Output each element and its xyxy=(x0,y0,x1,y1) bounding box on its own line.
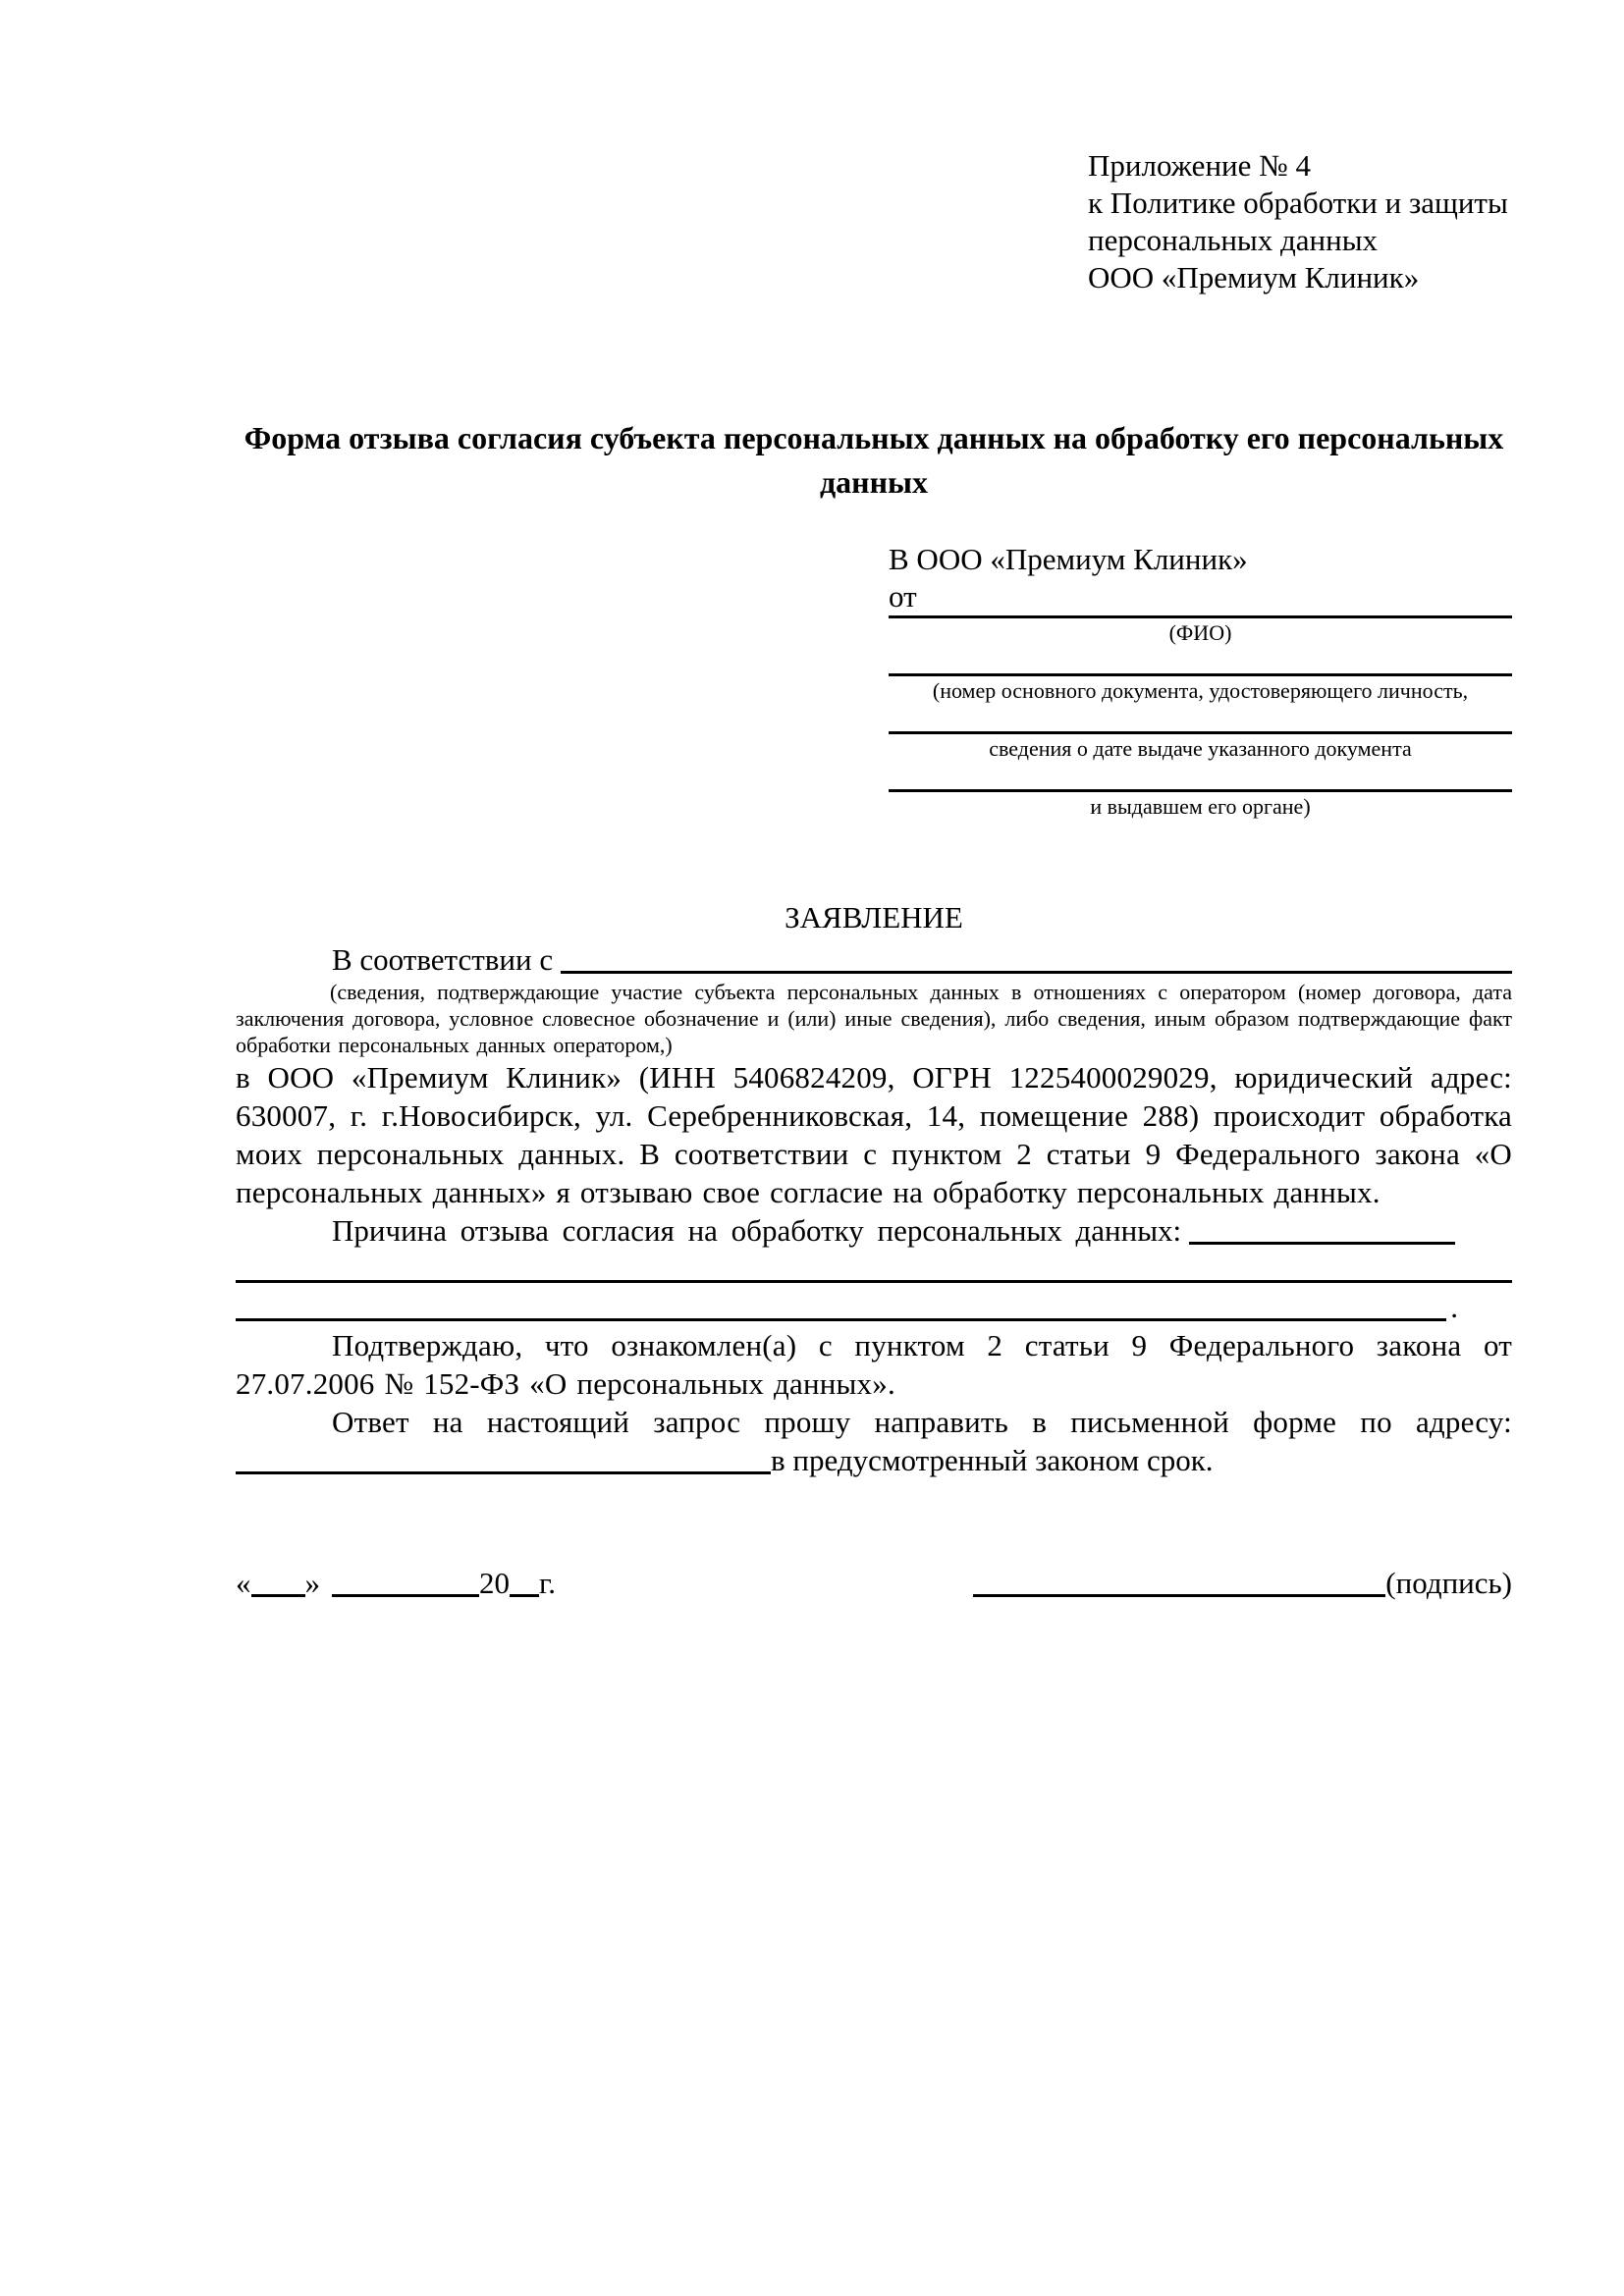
appendix-block xyxy=(1088,147,1512,296)
fio-caption: (ФИО) xyxy=(1168,620,1232,645)
reply-address-row xyxy=(236,1441,1512,1479)
appendix-line-2: к Политике обработки и защиты xyxy=(1088,186,1508,220)
addressee-block xyxy=(889,541,1512,822)
address-blank-line xyxy=(236,1471,771,1474)
main-paragraph: в ООО «Премиум Клиник» (ИНН 5406824209, ОГРН 1225400029029, юридический адрес: 630007, г. г.Новосибирск, ул. Серебренниковская, 14, помещение 288) происходит обработка моих персональных данных. В соответствии с пунктом 2 статьи 9 Федерального закона «О персональных данных» я отзываю свое согласие на обработку персональных данных. xyxy=(236,1060,1512,1209)
footnote-text: (сведения, подтверждающие участие субъекта персональных данных в отношениях с оператором (номер договора, дата заключения договора, условное словесное обозначение и (или) иные сведения), либо сведения, иным образом подтверждающие факт обработки персональных данных оператором,) xyxy=(236,980,1512,1057)
date-day-blank-line xyxy=(251,1594,305,1597)
reason-blank-row-3 xyxy=(236,1288,1512,1326)
reason-blank-line-2 xyxy=(236,1280,1512,1283)
reason-prefix: Причина отзыва согласия на обработку персональных данных: xyxy=(332,1213,1182,1248)
accordance-prefix: В соответствии с xyxy=(332,942,554,977)
document-number-caption: (номер основного документа, удостоверяющего личность, xyxy=(932,678,1469,703)
appendix-line-3: персональных данных xyxy=(1088,223,1379,257)
date-quote-open: « xyxy=(236,1566,251,1600)
document-issuer-caption: и выдавшем его органе) xyxy=(1090,794,1311,819)
date-year-blank-line xyxy=(510,1594,539,1597)
reason-blank-row-2 xyxy=(236,1250,1512,1288)
reply-suffix: в предусмотренный законом срок. xyxy=(771,1443,1214,1477)
document-number-field xyxy=(889,673,1512,706)
date-year-prefix: 20 xyxy=(479,1566,510,1600)
reason-blank-line-1 xyxy=(1189,1242,1455,1245)
date-month-blank-line xyxy=(332,1594,479,1597)
date-quote-close: » xyxy=(304,1566,320,1600)
date-signature-row xyxy=(236,1564,1512,1602)
signature-blank-line xyxy=(973,1594,1385,1597)
reason-blank-line-3 xyxy=(236,1318,1446,1321)
statement-heading: ЗАЯВЛЕНИЕ xyxy=(785,900,963,934)
signature-field xyxy=(973,1564,1512,1602)
reason-row xyxy=(236,1211,1512,1250)
confirmation-paragraph: Подтверждаю, что ознакомлен(а) с пунктом 2 статьи 9 Федерального закона от 27.07.2006 № 152-ФЗ «О персональных данных». xyxy=(236,1328,1512,1401)
appendix-line-1: Приложение № 4 xyxy=(1088,148,1311,183)
reason-end-period: . xyxy=(1450,1290,1458,1324)
appendix-line-4: ООО «Премиум Клиник» xyxy=(1088,260,1420,294)
signature-caption: (подпись) xyxy=(1385,1566,1512,1600)
document-issuer-field xyxy=(889,789,1512,822)
accordance-blank-line xyxy=(561,971,1512,974)
accordance-row xyxy=(236,940,1512,979)
addressee-to: В ООО «Премиум Клиник» xyxy=(889,542,1248,576)
fio-field xyxy=(889,615,1512,648)
date-field xyxy=(236,1564,556,1602)
date-year-suffix: г. xyxy=(539,1566,556,1600)
document-issue-date-field xyxy=(889,731,1512,764)
document-title: Форма отзыва согласия субъекта персональных данных на обработку его персональных данных xyxy=(244,420,1504,500)
reply-request-line: Ответ на настоящий запрос прошу направить в письменной форме по адресу: xyxy=(332,1405,1512,1439)
document-issue-date-caption: сведения о дате выдаче указанного документа xyxy=(989,736,1412,761)
addressee-from: от xyxy=(889,579,917,614)
